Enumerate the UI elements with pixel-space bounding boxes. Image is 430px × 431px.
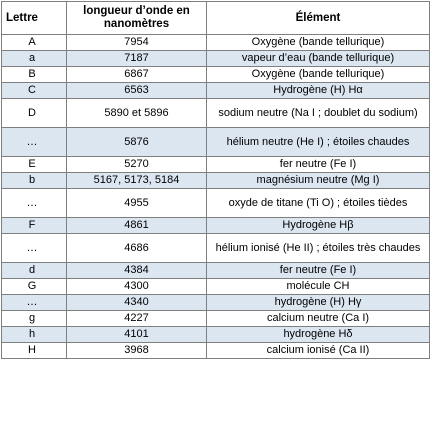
spectral-lines-table: [1, 1, 430, 359]
table-row: [2, 234, 430, 263]
element-cell: fer neutre (Fe I): [207, 157, 430, 173]
table-row: [2, 51, 430, 67]
wavelength-cell: 4227: [67, 311, 207, 327]
element-cell: vapeur d’eau (bande tellurique): [207, 51, 430, 67]
table-row: [2, 343, 430, 359]
header-row: [2, 2, 430, 35]
letter-text: H: [28, 344, 36, 356]
element-cell: hydrogène Hδ: [207, 327, 430, 343]
element-cell: hélium ionisé (He II) ; étoiles très chaudes: [207, 234, 430, 263]
letter-cell: [2, 327, 67, 343]
table-body: [2, 35, 430, 359]
letter-text: G: [27, 280, 37, 292]
letter-cell: [2, 343, 67, 359]
wavelength-cell: 4384: [67, 263, 207, 279]
element-cell: Hydrogène (H) Hα: [207, 83, 430, 99]
letter-text: g: [28, 312, 36, 324]
letter-text: D: [28, 106, 36, 119]
wavelength-cell: 4300: [67, 279, 207, 295]
letter-cell: [2, 311, 67, 327]
table-row: [2, 99, 430, 128]
table-row: [2, 279, 430, 295]
table-row: [2, 189, 430, 218]
letter-cell: [2, 128, 67, 157]
wavelength-cell: 4686: [67, 234, 207, 263]
element-cell: Hydrogène Hβ: [207, 218, 430, 234]
wavelength-cell: 3968: [67, 343, 207, 359]
table-row: [2, 295, 430, 311]
table-row: [2, 173, 430, 189]
letter-text: …: [26, 241, 38, 254]
wavelength-cell: 4101: [67, 327, 207, 343]
wavelength-cell: 5167, 5173, 5184: [67, 173, 207, 189]
letter-cell: [2, 83, 67, 99]
letter-cell: [2, 279, 67, 295]
letter-cell: [2, 173, 67, 189]
table-row: [2, 311, 430, 327]
element-cell: magnésium neutre (Mg I): [207, 173, 430, 189]
element-cell: Oxygène (bande tellurique): [207, 35, 430, 51]
letter-cell: [2, 35, 67, 51]
letter-text: A: [28, 36, 36, 48]
letter-text: b: [28, 174, 36, 186]
letter-cell: [2, 263, 67, 279]
wavelength-cell: 5270: [67, 157, 207, 173]
letter-text: F: [28, 219, 36, 231]
letter-cell: [2, 295, 67, 311]
header-letter: Lettre: [2, 2, 67, 35]
element-cell: molécule CH: [207, 279, 430, 295]
table-row: [2, 35, 430, 51]
element-cell: fer neutre (Fe I): [207, 263, 430, 279]
letter-cell: [2, 51, 67, 67]
table-header: [2, 2, 430, 35]
table-row: [2, 67, 430, 83]
letter-text: …: [26, 296, 38, 308]
wavelength-cell: 6867: [67, 67, 207, 83]
table-row: [2, 157, 430, 173]
table-row: [2, 218, 430, 234]
letter-cell: [2, 218, 67, 234]
wavelength-cell: 5876: [67, 128, 207, 157]
letter-text: C: [28, 84, 36, 96]
element-cell: hydrogène (H) Hγ: [207, 295, 430, 311]
wavelength-cell: 7954: [67, 35, 207, 51]
wavelength-cell: 7187: [67, 51, 207, 67]
letter-text: d: [28, 264, 36, 276]
letter-text: E: [28, 158, 36, 170]
element-cell: Oxygène (bande tellurique): [207, 67, 430, 83]
element-cell: oxyde de titane (Ti O) ; étoiles tièdes: [207, 189, 430, 218]
table-row: [2, 128, 430, 157]
wavelength-cell: 6563: [67, 83, 207, 99]
header-wavelength: longueur d’onde en nanomètres: [67, 2, 207, 35]
wavelength-cell: 5890 et 5896: [67, 99, 207, 128]
letter-text: a: [28, 52, 36, 64]
table-row: [2, 263, 430, 279]
element-cell: sodium neutre (Na I ; doublet du sodium): [207, 99, 430, 128]
table-row: [2, 327, 430, 343]
table-row: [2, 83, 430, 99]
letter-cell: [2, 157, 67, 173]
wavelength-cell: 4340: [67, 295, 207, 311]
letter-cell: [2, 67, 67, 83]
letter-cell: [2, 234, 67, 263]
element-cell: hélium neutre (He I) ; étoiles chaudes: [207, 128, 430, 157]
element-cell: calcium neutre (Ca I): [207, 311, 430, 327]
letter-text: …: [26, 135, 38, 148]
header-element: Élément: [207, 2, 430, 35]
wavelength-cell: 4955: [67, 189, 207, 218]
letter-text: …: [26, 196, 38, 209]
letter-text: B: [28, 68, 36, 80]
element-cell: calcium ionisé (Ca II): [207, 343, 430, 359]
wavelength-cell: 4861: [67, 218, 207, 234]
letter-cell: [2, 189, 67, 218]
letter-cell: [2, 99, 67, 128]
letter-text: h: [28, 328, 36, 340]
